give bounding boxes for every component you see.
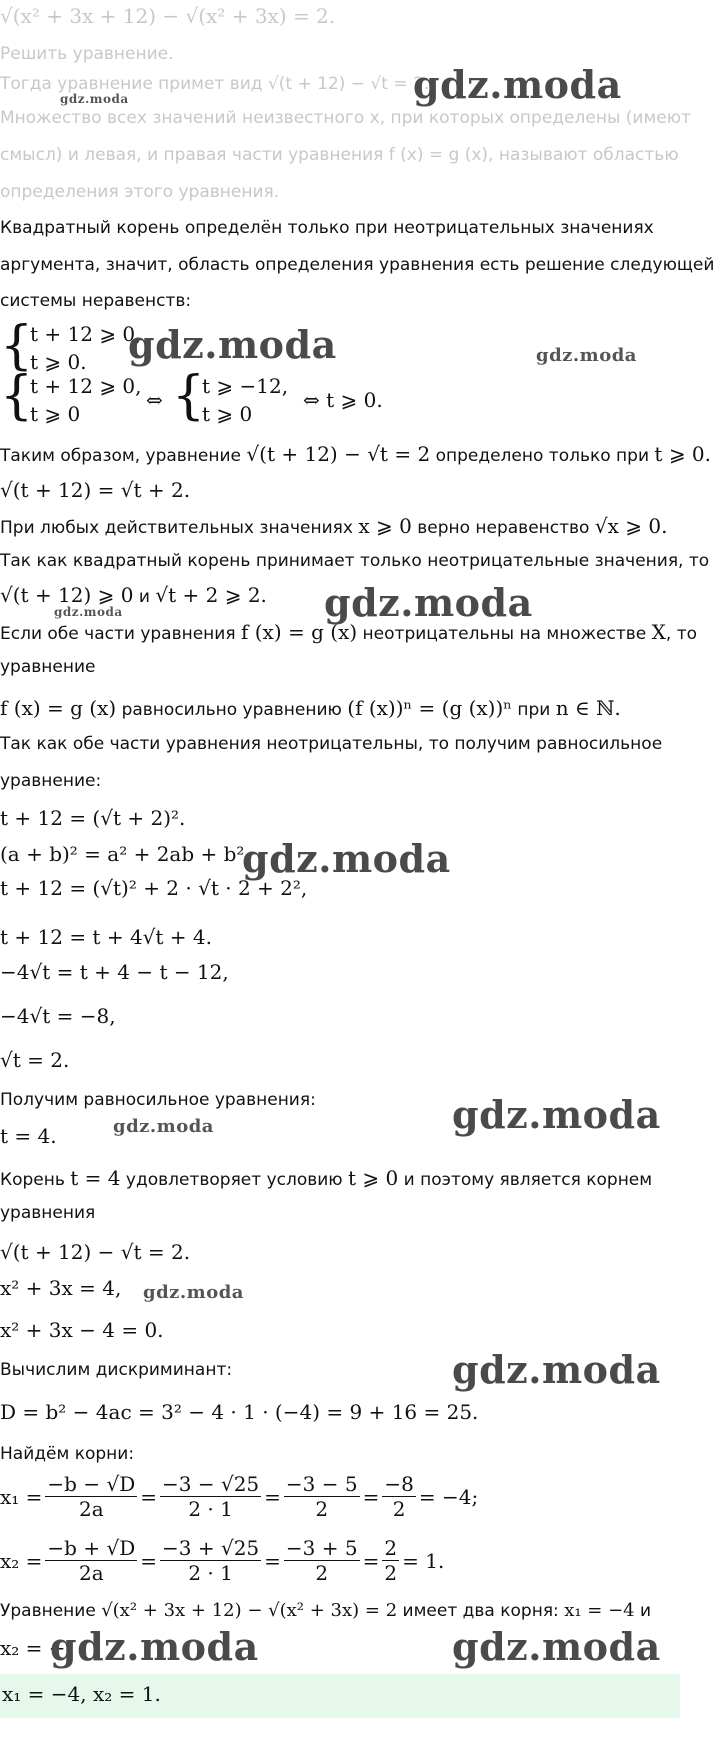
- fraction: [160, 1472, 261, 1521]
- watermark-logo: gdz.moda: [113, 1116, 214, 1137]
- fraction-numerator: −3 − √25: [162, 1472, 260, 1496]
- fraction: [382, 1472, 415, 1521]
- fraction: [284, 1472, 360, 1521]
- system-3-row-1: t ⩾ −12,: [202, 374, 289, 398]
- text-fragment: неотрицательны на множестве: [357, 624, 652, 644]
- faded-domain-line-2: смысл) и левая, и правая части уравнения f (x) = g (x), называют областью: [0, 145, 679, 165]
- domain-conclusion: [0, 442, 711, 466]
- root-x2: x₂ = $\frac{-b + √D}{2a}$ = $\frac{-3 + √25}{2 \cdot 1}$ = $\frac{-3 + 5}{2}$ = $\frac{2}{2}$ = 1.: [0, 1536, 445, 1585]
- discriminant-equation: D = b² − 4ac = 3² − 4 · 1 · (−4) = 9 + 16 = 25.: [0, 1400, 479, 1424]
- fraction-numerator: −3 − 5: [285, 1472, 358, 1496]
- watermark-logo: gdz.moda: [536, 345, 637, 366]
- text-fragment: определено только при: [430, 446, 655, 466]
- watermark-logo: gdz.moda: [324, 580, 533, 625]
- equation-identity: (a + b)² = a² + 2ab + b².: [0, 842, 251, 866]
- text-fragment: и поэтому является корнем: [398, 1170, 653, 1190]
- text-fragment: , то: [665, 624, 698, 644]
- text-fragment: имеет два корня:: [397, 1601, 565, 1621]
- equation-substituted: √(t + 12) − √t = 2.: [0, 1240, 191, 1264]
- text-fragment: Уравнение: [0, 1601, 102, 1621]
- system-brace-1: {: [0, 316, 34, 376]
- faded-domain-line-3: определения этого уравнения.: [0, 182, 280, 202]
- equation-reduced: −4√t = −8,: [0, 1004, 116, 1028]
- text-fragment: Корень: [0, 1170, 71, 1190]
- math-fragment: √(t + 12) ⩾ 0: [0, 583, 134, 607]
- theorem-equivalence: [0, 696, 621, 720]
- watermark-logo: gdz.moda: [413, 62, 622, 107]
- math-fragment: f (x) = g (x): [0, 696, 117, 720]
- math-fragment: X: [651, 620, 666, 644]
- paragraph-equivalent-eq: Получим равносильное уравнения:: [0, 1090, 316, 1110]
- math-fragment: √(t + 12) − √t = 2: [246, 442, 431, 466]
- equivalence-arrow: ⇔: [146, 388, 163, 412]
- math-fragment: = 1.: [402, 1548, 445, 1573]
- fraction-numerator: −3 + 5: [285, 1536, 358, 1560]
- equation-squared: t + 12 = (√t + 2)².: [0, 806, 186, 830]
- conclusion-x2: x₂ = −: [0, 1636, 66, 1660]
- fraction-numerator: 2: [384, 1536, 398, 1560]
- watermark-logo: gdz.moda: [54, 605, 123, 619]
- system-2-row-2: t ⩾ 0: [30, 402, 81, 426]
- paragraph-sqrt-values: Так как квадратный корень принимает только неотрицательные значения, то: [0, 551, 710, 571]
- watermark-logo: gdz.moda: [452, 1092, 661, 1137]
- both-sides-nonneg: [0, 583, 267, 607]
- text-fragment: удовлетворяет условию: [120, 1170, 349, 1190]
- watermark-logo: gdz.moda: [143, 1282, 244, 1303]
- watermark-logo: gdz.moda: [50, 1624, 259, 1669]
- fraction: [284, 1536, 360, 1585]
- text-fragment: равносильно уравнению: [116, 700, 348, 720]
- text-fragment: верно неравенство: [411, 518, 595, 538]
- theorem-statement-2: уравнение: [0, 657, 96, 677]
- watermark-logo: gdz.moda: [242, 836, 451, 881]
- math-fragment: √(x² + 3x + 12) − √(x² + 3x) = 2: [101, 1600, 398, 1621]
- fraction-denominator: 2: [392, 1497, 406, 1521]
- fraction-denominator: 2a: [79, 1561, 104, 1585]
- equation-simplified: t + 12 = t + 4√t + 4.: [0, 925, 213, 949]
- math-fragment: (f (x))ⁿ = (g (x))ⁿ: [347, 696, 512, 720]
- equation-expanded: t + 12 = (√t)² + 2 · √t · 2 + 2²,: [0, 876, 308, 900]
- text-fragment: и: [634, 1601, 652, 1621]
- fraction-denominator: 2: [315, 1497, 329, 1521]
- system-2-row-1: t + 12 ⩾ 0,: [30, 374, 142, 398]
- system-1-row-2: t ⩾ 0.: [30, 350, 87, 374]
- equation-sqrt-t: √t = 2.: [0, 1048, 70, 1072]
- fraction: [160, 1536, 261, 1585]
- equation-t-value: t = 4.: [0, 1124, 57, 1148]
- faded-substitution: Тогда уравнение примет вид √(t + 12) − √t = 2.: [0, 74, 430, 94]
- watermark-logo: gdz.moda: [60, 92, 129, 106]
- root-x1: x₁ = $\frac{-b - √D}{2a}$ = $\frac{-3 - √25}{2 \cdot 1}$ = $\frac{-3 - 5}{2}$ = $\frac{-8}{2}$ = −4;: [0, 1472, 479, 1521]
- equation-quadratic-1: x² + 3x = 4,: [0, 1276, 122, 1300]
- roots-label: Найдём корни:: [0, 1444, 135, 1464]
- math-fragment: x₂ =: [0, 1548, 43, 1573]
- paragraph-domain-2: аргумента, значит, область определения уравнения есть решение следующей: [0, 255, 714, 275]
- equation-quadratic-2: x² + 3x − 4 = 0.: [0, 1318, 164, 1342]
- faded-domain-line-1: Множество всех значений неизвестного x, при которых определены (имеют: [0, 108, 691, 128]
- math-fragment: f (x) = g (x): [240, 620, 358, 644]
- math-fragment: x₁ =: [0, 1484, 43, 1509]
- fraction: [45, 1472, 137, 1521]
- paragraph-equivalent-2: уравнение:: [0, 771, 102, 791]
- math-fragment: x ⩾ 0: [358, 514, 412, 538]
- watermark-logo: gdz.moda: [128, 322, 337, 367]
- text-fragment: Таким образом, уравнение: [0, 446, 247, 466]
- paragraph-equivalent-1: Так как обе части уравнения неотрицательны, то получим равносильное: [0, 734, 663, 754]
- answer-text: x₁ = −4, x₂ = 1.: [2, 1682, 161, 1706]
- fraction-denominator: 2 · 1: [188, 1561, 233, 1585]
- math-fragment: t = 4: [70, 1166, 121, 1190]
- text-fragment: при: [511, 700, 556, 720]
- equation-isolated: −4√t = t + 4 − t − 12,: [0, 960, 229, 984]
- fraction-numerator: −3 + √25: [162, 1536, 260, 1560]
- math-fragment: √x ⩾ 0.: [594, 514, 668, 538]
- discriminant-label: Вычислим дискриминант:: [0, 1360, 233, 1380]
- faded-solve-label: Решить уравнение.: [0, 44, 174, 64]
- math-fragment: t ⩾ 0.: [654, 442, 712, 466]
- root-check-2: уравнения: [0, 1203, 96, 1223]
- text-fragment: При любых действительных значениях: [0, 518, 359, 538]
- system-1-row-1: t + 12 ⩾ 0,: [30, 322, 142, 346]
- system-brace-2: {: [0, 366, 34, 426]
- conclusion: [0, 1600, 651, 1621]
- math-fragment: t ⩾ 0: [348, 1166, 399, 1190]
- fraction-numerator: −8: [384, 1472, 414, 1496]
- fraction-numerator: −b + √D: [47, 1536, 136, 1560]
- watermark-logo: gdz.moda: [452, 1624, 661, 1669]
- watermark-logo: gdz.moda: [452, 1347, 661, 1392]
- text-fragment: Если обе части уравнения: [0, 624, 241, 644]
- answer-box: [0, 1674, 680, 1718]
- equation-rewritten: √(t + 12) = √t + 2.: [0, 478, 191, 502]
- math-fragment: = −4;: [418, 1484, 479, 1509]
- fraction: [45, 1536, 137, 1585]
- paragraph-domain-3: системы неравенств:: [0, 291, 192, 311]
- system-result: ⇔ t ⩾ 0.: [303, 388, 383, 412]
- fraction-denominator: 2: [384, 1561, 398, 1585]
- math-fragment: √t + 2 ⩾ 2.: [155, 583, 267, 607]
- math-fragment: x₁ = −4: [564, 1600, 635, 1621]
- root-check: [0, 1166, 652, 1190]
- fraction-denominator: 2: [315, 1561, 329, 1585]
- faded-original-equation: √(x² + 3x + 12) − √(x² + 3x) = 2.: [0, 4, 336, 28]
- sqrt-nonneg-statement: [0, 514, 667, 538]
- system-3-row-2: t ⩾ 0: [202, 402, 253, 426]
- fraction-numerator: −b − √D: [47, 1472, 136, 1496]
- fraction-denominator: 2a: [79, 1497, 104, 1521]
- text-fragment: и: [133, 587, 156, 607]
- math-fragment: n ∈ ℕ.: [555, 696, 621, 720]
- fraction: [382, 1536, 399, 1585]
- system-brace-3: {: [172, 366, 206, 426]
- paragraph-domain-1: Квадратный корень определён только при неотрицательных значениях: [0, 218, 654, 238]
- fraction-denominator: 2 · 1: [188, 1497, 233, 1521]
